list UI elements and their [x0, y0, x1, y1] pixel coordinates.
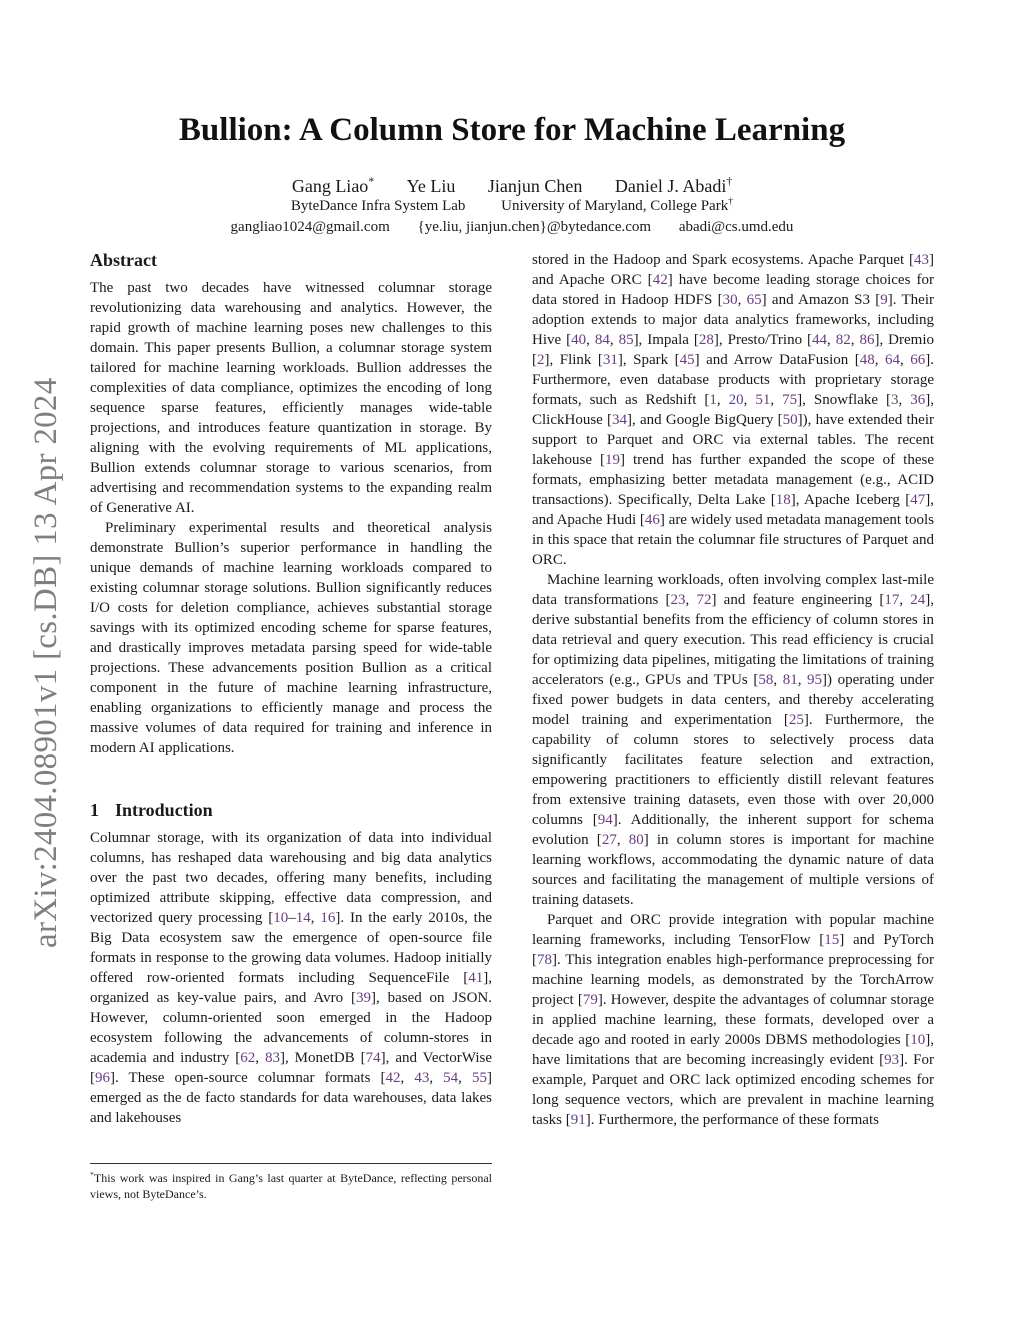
citation-link[interactable]: 91 [570, 1112, 586, 1128]
citation-link[interactable]: 54 [443, 1070, 459, 1086]
citation-link[interactable]: 28 [698, 332, 714, 348]
body-paragraph: stored in the Hadoop and Spark ecosystems. Apache Parquet [43] and Apache ORC [42] have become leading storage choices for data stored in Hadoop HDFS [30, 65] and Amazon S3 [9]. Their adoption extends to major data analytics frameworks, including Hive [40, 84, 85], Impala [28], Presto/Trino [44, 82, 86], Dremio [2], Flink [31], Spark [45] and Arrow DataFusion [48, 64, 66]. Furthermore, even database products with proprietary storage formats, such as Redshift [1, 20, 51, 75], Snowflake [3, 36], ClickHouse [34], and Google BigQuery [50]), have extended their support to Parquet and ORC via external tables. The recent lakehouse [19] trend has further expanded the scope of these formats, emphasizing better metadata management (e.g., ACID transactions). Specifically, Delta Lake [18], Apache Iceberg [47], and Apache Hudi [46] are widely used metadata management tools in this space that retain the columnar file structures of Parquet and ORC. [532, 252, 935, 568]
email: {ye.liu, jianjun.chen}@bytedance.com [417, 219, 652, 235]
citation-link[interactable]: 80 [628, 832, 644, 848]
citation-link[interactable]: 36 [910, 392, 926, 408]
citation-link[interactable]: 48 [859, 352, 875, 368]
citation-link[interactable]: 41 [468, 970, 484, 986]
citation-link[interactable]: 10 [273, 910, 289, 926]
citation-link[interactable]: 51 [755, 392, 771, 408]
citation-link[interactable]: 24 [910, 592, 926, 608]
citation-link[interactable]: 15 [824, 932, 840, 948]
citation-link[interactable]: 25 [788, 712, 804, 728]
arxiv-identifier: arXiv:2404.08901v1 [cs.DB] 13 Apr 2024 [28, 377, 64, 948]
author: Daniel J. Abadi† [614, 175, 733, 196]
right-column [532, 250, 934, 1130]
citation-link[interactable]: 64 [885, 352, 901, 368]
citation-link[interactable]: 43 [414, 1070, 430, 1086]
email: abadi@cs.umd.edu [678, 219, 794, 235]
intro-paragraph: Columnar storage, with its organization of data into individual columns, has reshaped data warehousing and big data analytics over the past two decades, offering many benefits, including optimized attribute skipping, effective data compression, and vectorized query processing [10–14, 16]. In the early 2010s, the Big Data ecosystem saw the emergence of open-source file formats in response to the growing data volumes. Hadoop initially offered row-oriented formats including SequenceFile [41], organized as key-value pairs, and Avro [39], based on JSON. However, column-oriented soon emerged in the Hadoop ecosystem following the advancements of column-stores in academia and industry [62, 83], MonetDB [74], and VectorWise [96]. These open-source columnar formats [42, 43, 54, 55] emerged as the de facto standards for data warehouses, data lakes and lakehouses [90, 830, 493, 1126]
citation-link[interactable]: 30 [722, 292, 738, 308]
citation-link[interactable]: 50 [782, 412, 798, 428]
citation-link[interactable]: 96 [95, 1070, 110, 1086]
section-heading: 1 Introduction [90, 800, 213, 820]
author-list [0, 176, 1024, 197]
citation-link[interactable]: 46 [644, 512, 660, 528]
citation-link[interactable]: 43 [914, 252, 929, 268]
citation-link[interactable]: 31 [602, 352, 618, 368]
citation-link[interactable]: 55 [472, 1070, 488, 1086]
email: gangliao1024@gmail.com [230, 219, 390, 235]
abstract-paragraph: The past two decades have witnessed columnar storage revolutionizing data warehousing and analytics. However, the rapid growth of machine learning poses new challenges to this domain. This paper presents Bullion, a columnar storage system tailored for machine learning workloads. Bullion addresses the complexities of data compliance, optimizes the encoding of long sequence sparse features, efficiently manages wide-table projections, and introduces feature quantization in storage. By aligning with the evolving requirements of ML applications, Bullion extends columnar storage to various scenarios, from advertising and recommendation systems to the expanding realm of Generative AI. [90, 280, 492, 516]
citation-link[interactable]: 23 [670, 592, 686, 608]
citation-link[interactable]: 78 [537, 952, 552, 968]
author: Ye Liu [406, 176, 456, 196]
citation-link[interactable]: 58 [758, 672, 774, 688]
citation-link[interactable]: 14 [295, 910, 311, 926]
body-paragraph: Machine learning workloads, often involving complex last-mile data transformations [23, 72] and feature engineering [17, 24], derive substantial benefits from the efficiency of column stores in data retrieval and query execution. This read efficiency is crucial for optimizing data pipelines, mitigating the limitations of training accelerators (e.g., GPUs and TPUs [58, 81, 95]) operating under fixed power budgets in data centers, and thereby accelerating model training and experimentation [25]. Furthermore, the capability of column stores to selectively process data significantly facilitates feature selection and extraction, empowering practitioners to efficiently distill relevant features from extensive training datasets, even those with over 20,000 columns [94]. Additionally, the inherent support for schema evolution [27, 80] in column stores is important for machine learning workflows, accommodating the dynamic nature of data sources and facilitating the management of multiple versions of training datasets. [532, 572, 935, 908]
citation-link[interactable]: 85 [618, 332, 634, 348]
citation-link[interactable]: 47 [910, 492, 926, 508]
citation-link[interactable]: 16 [320, 910, 336, 926]
citation-link[interactable]: 74 [365, 1050, 381, 1066]
citation-link[interactable]: 19 [605, 452, 620, 468]
citation-link[interactable]: 40 [571, 332, 587, 348]
citation-link[interactable]: 83 [264, 1050, 280, 1066]
citation-link[interactable]: 66 [910, 352, 926, 368]
citation-link[interactable]: 17 [884, 592, 900, 608]
citation-link[interactable]: 42 [385, 1070, 401, 1086]
body-paragraph: Parquet and ORC provide integration with popular machine learning frameworks, including TensorFlow [15] and PyTorch [78]. This integration enables high-performance preprocessing for machine learning models, as demonstrated by the TorchArrow project [79]. However, despite the advantages of columnar storage in applied machine learning, these formats, developed over a decade ago and rooted in early 2000s DBMS methodologies [10], have limitations that are becoming increasingly evident [93]. For example, Parquet and ORC lack optimized encoding schemes for long sequence vectors, which are prevalent in machine learning tasks [91]. Furthermore, the performance of these formats [532, 912, 934, 1128]
citation-link[interactable]: 34 [612, 412, 628, 428]
citation-link[interactable]: 82 [835, 332, 851, 348]
citation-link[interactable]: 18 [775, 492, 791, 508]
author: Gang Liao* [291, 175, 375, 196]
citation-link[interactable]: 2 [537, 352, 545, 368]
citation-link[interactable]: 94 [597, 812, 613, 828]
citation-link[interactable]: 27 [601, 832, 617, 848]
citation-link[interactable]: 42 [652, 272, 668, 288]
citation-link[interactable]: 65 [746, 292, 762, 308]
citation-link[interactable]: 95 [807, 672, 823, 688]
citation-link[interactable]: 93 [884, 1052, 900, 1068]
citation-link[interactable]: 20 [728, 392, 744, 408]
abstract-heading: Abstract [90, 250, 157, 270]
paper-title: Bullion: A Column Store for Machine Learning [178, 112, 846, 148]
author: Jianjun Chen [487, 176, 583, 196]
citation-link[interactable]: 62 [240, 1050, 256, 1066]
affiliation: ByteDance Infra System Lab [290, 198, 466, 214]
citation-link[interactable]: 86 [859, 332, 875, 348]
citation-link[interactable]: 72 [696, 592, 712, 608]
footnote: *This work was inspired in Gang’s last quarter at ByteDance, reflecting personal views, not ByteDance’s. [90, 1163, 492, 1202]
abstract-paragraph: Preliminary experimental results and theoretical analysis demonstrate Bullion’s superior performance in handling the unique demands of machine learning workloads compared to existing columnar storage solutions. Bullion significantly reduces I/O costs for deletion compliance, achieves substantial storage savings with its optimized encoding scheme for sparse features, and drastically improves metadata parsing speed for wide-table projections. These advancements position Bullion as a critical component in the future of machine learning infrastructure, enabling organizations to efficiently manage and process the massive volumes of data required for training and inference in modern AI applications. [90, 520, 492, 756]
citation-link[interactable]: 45 [679, 352, 695, 368]
citation-link[interactable]: 79 [582, 992, 598, 1008]
left-column [90, 248, 492, 1128]
affiliation: University of Maryland, College Park† [501, 196, 734, 214]
citation-link[interactable]: 9 [880, 292, 888, 308]
citation-link[interactable]: 84 [594, 332, 610, 348]
citation-link[interactable]: 75 [782, 392, 798, 408]
citation-link[interactable]: 1 [709, 392, 717, 408]
author-emails [0, 219, 1024, 236]
citation-link[interactable]: 39 [355, 990, 371, 1006]
citation-link[interactable]: 10 [910, 1032, 926, 1048]
affiliations [0, 198, 1024, 215]
citation-link[interactable]: 3 [891, 392, 899, 408]
citation-link[interactable]: 81 [782, 672, 798, 688]
citation-link[interactable]: 44 [812, 332, 828, 348]
